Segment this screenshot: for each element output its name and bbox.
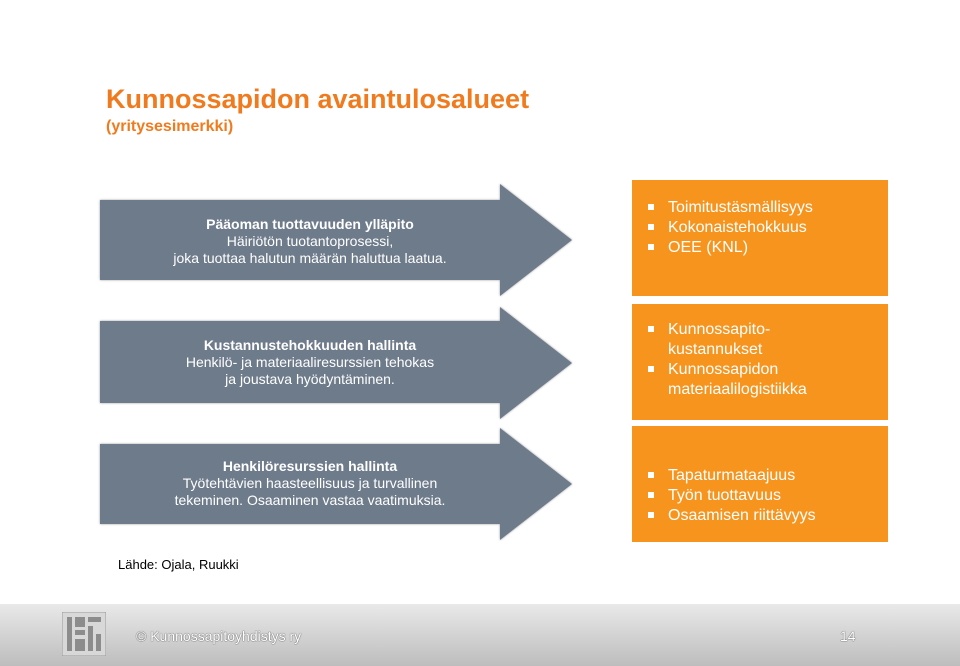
kpi-box-1 xyxy=(632,180,888,296)
arrow-text xyxy=(100,337,520,388)
arrow-line: Henkilö- ja materiaaliresurssien tehokas xyxy=(185,354,435,370)
arrow-line: Häiriötön tuotantoprosessi, xyxy=(226,233,394,249)
arrow-line: joka tuottaa halutun määrän haluttua laatua. xyxy=(173,250,447,266)
arrow-human-resources xyxy=(100,428,572,540)
kpi-item: Tapaturmataajuus xyxy=(632,466,888,486)
page-subtitle: (yritysesimerkki) xyxy=(106,118,234,135)
kpi-item: OEE (KNL) xyxy=(632,238,888,258)
kpi-item: Kunnossapito- kustannukset xyxy=(632,320,888,360)
page-title: Kunnossapidon avaintulosalueet xyxy=(106,84,530,114)
arrow-capital-productivity xyxy=(100,184,572,296)
kpi-box-2 xyxy=(632,304,888,420)
organization-logo xyxy=(62,612,106,656)
arrow-heading: Henkilöresurssien hallinta xyxy=(222,458,398,474)
arrow-line: tekeminen. Osaaminen vastaa vaatimuksia. xyxy=(174,492,446,508)
arrow-line: ja joustava hyödyntäminen. xyxy=(225,371,395,387)
kpi-item: Kokonaistehokkuus xyxy=(632,218,888,238)
arrow-text xyxy=(100,458,520,509)
kpi-item: Kunnossapidon materiaalilogistiikka xyxy=(632,360,888,400)
kpi-item: Työn tuottavuus xyxy=(632,486,888,506)
kpi-item: Toimitustäsmällisyys xyxy=(632,198,888,218)
arrow-line: Työtehtävien haasteellisuus ja turvallinen xyxy=(182,475,438,491)
arrow-heading: Pääoman tuottavuuden ylläpito xyxy=(206,216,414,232)
footer-copyright: © Kunnossapitoyhdistys ry xyxy=(136,628,302,644)
source-note: Lähde: Ojala, Ruukki xyxy=(118,557,239,572)
arrow-cost-efficiency xyxy=(100,307,572,419)
arrow-text xyxy=(100,216,520,267)
page-number: 14 xyxy=(840,628,856,644)
arrow-heading: Kustannustehokkuuden hallinta xyxy=(203,337,417,353)
kpi-item: Osaamisen riittävyys xyxy=(632,506,888,526)
kpi-box-3 xyxy=(632,426,888,542)
